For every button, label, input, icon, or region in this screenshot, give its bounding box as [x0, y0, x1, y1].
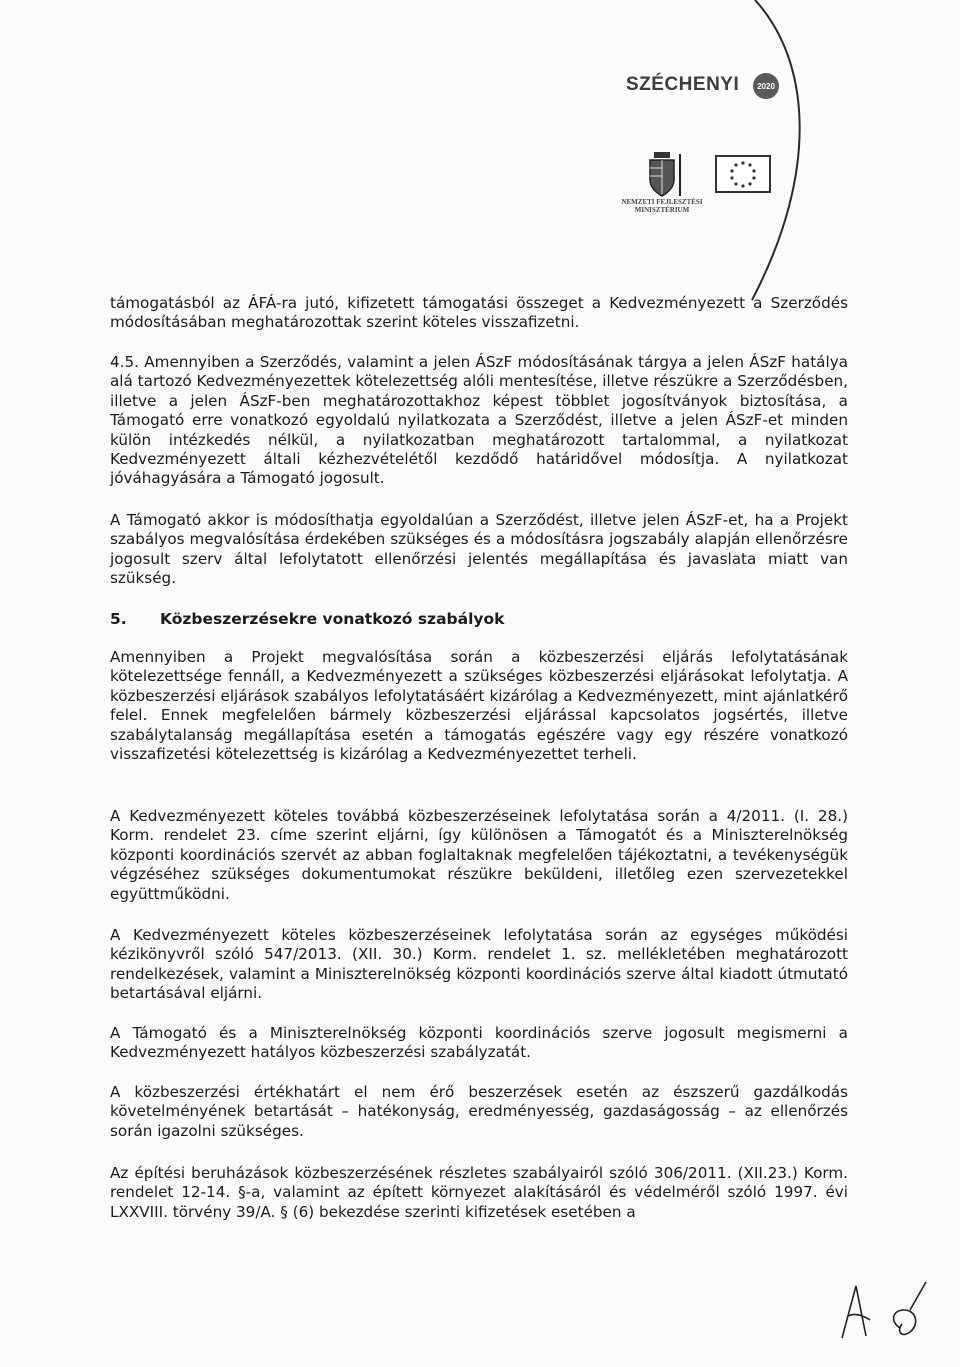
szechenyi-logo-text: SZÉCHENYI [626, 74, 740, 95]
section-number: 5. [110, 610, 127, 628]
handwritten-initials-signature [830, 1276, 940, 1346]
ministry-name [612, 198, 712, 214]
eu-flag-icon [712, 152, 774, 196]
ministry-line-1: NEMZETI FEJLESZTÉSI [621, 198, 703, 206]
paragraph-below-threshold: A közbeszerzési értékhatárt el nem érő beszerzések esetén az észszerű gazdálkodás követelményének betartását – hatékonyság, eredményesség, gazdaságosság – az ellenőrzés során igazolni szükséges. [110, 1083, 848, 1140]
paragraph-vat-refund: támogatásból az ÁFÁ-ra jutó, kifizetett támogatási összeget a Kedvezményezett a Szerződés módosításában meghatározottak szerint köteles visszafizetni. [110, 294, 848, 332]
paragraph-procurement-decree: A Kedvezményezett köteles továbbá közbeszerzéseinek lefolytatása során a 4/2011. (I. 28.) Korm. rendelet 23. címe szerint eljárni, így különösen a Támogatót és a Miniszterelnökség központi koordinációs szervét az abban foglaltaknak megfelelően tájékoztatni, a tevékenységük végzéséhez szükséges dokumentumokat részükre beküldeni, illetőleg ezen szervezetekkel együttműködni. [110, 807, 848, 903]
paragraph-unilateral-modification: A Támogató akkor is módosíthatja egyoldalúan a Szerződést, illetve jelen ÁSzF-et, ha a Projekt szabályos megvalósítása érdekében szükséges és a módosításra jogszabály alapján ellenőrzésre jogosult szerv által lefolytatott ellenőrzési jelentés megállapítása és javaslata miatt van szükség. [110, 511, 848, 588]
paragraph-procurement-obligation: Amennyiben a Projekt megvalósítása során a közbeszerzési eljárás lefolytatásának kötelezettsége fennáll, a Kedvezményezett a szükséges közbeszerzési eljárásokat lefolytatja. A közbeszerzési eljárások szabályos lefolytatásáért kizárólag a Kedvezményezett, mint ajánlatkérő felel. Ennek megfelelően bármely közbeszerzési eljárással kapcsolatos jogsértés, illetve szabálytalanság megállapítása esetén a támogatás egészére vagy egy részére vonatkozó visszafizetési kötelezettség is kizárólag a Kedvezményezettet terheli. [110, 648, 848, 764]
paragraph-4-5: 4.5. Amennyiben a Szerződés, valamint a jelen ÁSzF módosításának tárgya a jelen ÁSzF hatálya alá tartozó Kedvezményezettek kötelezettség alóli mentesítése, illetve részükre a Szerződésben, illetve a jelen ÁSzF-ben meghatározottakhoz képest többlet jogosítványok biztosítása, a Támogató erre vonatkozó egyoldalú nyilatkozata a Szerződést, illetve a jelen ÁSzF-et minden külön intézkedés nélkül, a nyilatkozatban meghatározott tartalommal, a nyilatkozat Kedvezményezett általi kézhezvételétől kezdődő határidővel módosítja. A nyilatkozat jóváhagyására a Támogató jogosult. [110, 353, 848, 488]
paragraph-regulation-access: A Támogató és a Miniszterelnökség központi koordinációs szerve jogosult megismerni a Kedvezményezett hatályos közbeszerzési szabályzatát. [110, 1024, 848, 1062]
section-heading [110, 610, 504, 628]
hungarian-coat-of-arms-icon [640, 150, 684, 198]
ministry-line-2: MINISZTÉRIUM [634, 206, 690, 214]
section-title: Közbeszerzésekre vonatkozó szabályok [160, 610, 505, 628]
paragraph-construction-payments: Az építési beruházások közbeszerzésének részletes szabályairól szóló 306/2011. (XII.23.) Korm. rendelet 12-14. §-a, valamint az épített környezet alakításáról és védelméről szóló 1997. évi LXXVIII. törvény 39/A. § (6) bekezdése szerinti kifizetések esetében a [110, 1164, 848, 1221]
szechenyi-2020-badge: 2020 [753, 73, 779, 99]
paragraph-manual-decree: A Kedvezményezett köteles közbeszerzéseinek lefolytatása során az egységes működési kézikönyvről szóló 547/2013. (XII. 30.) Korm. rendelet 1. sz. mellékletében meghatározott rendelkezések, valamint a Miniszterelnökség központi koordinációs szerve által kiadott útmutató betartásával eljárni. [110, 926, 848, 1003]
